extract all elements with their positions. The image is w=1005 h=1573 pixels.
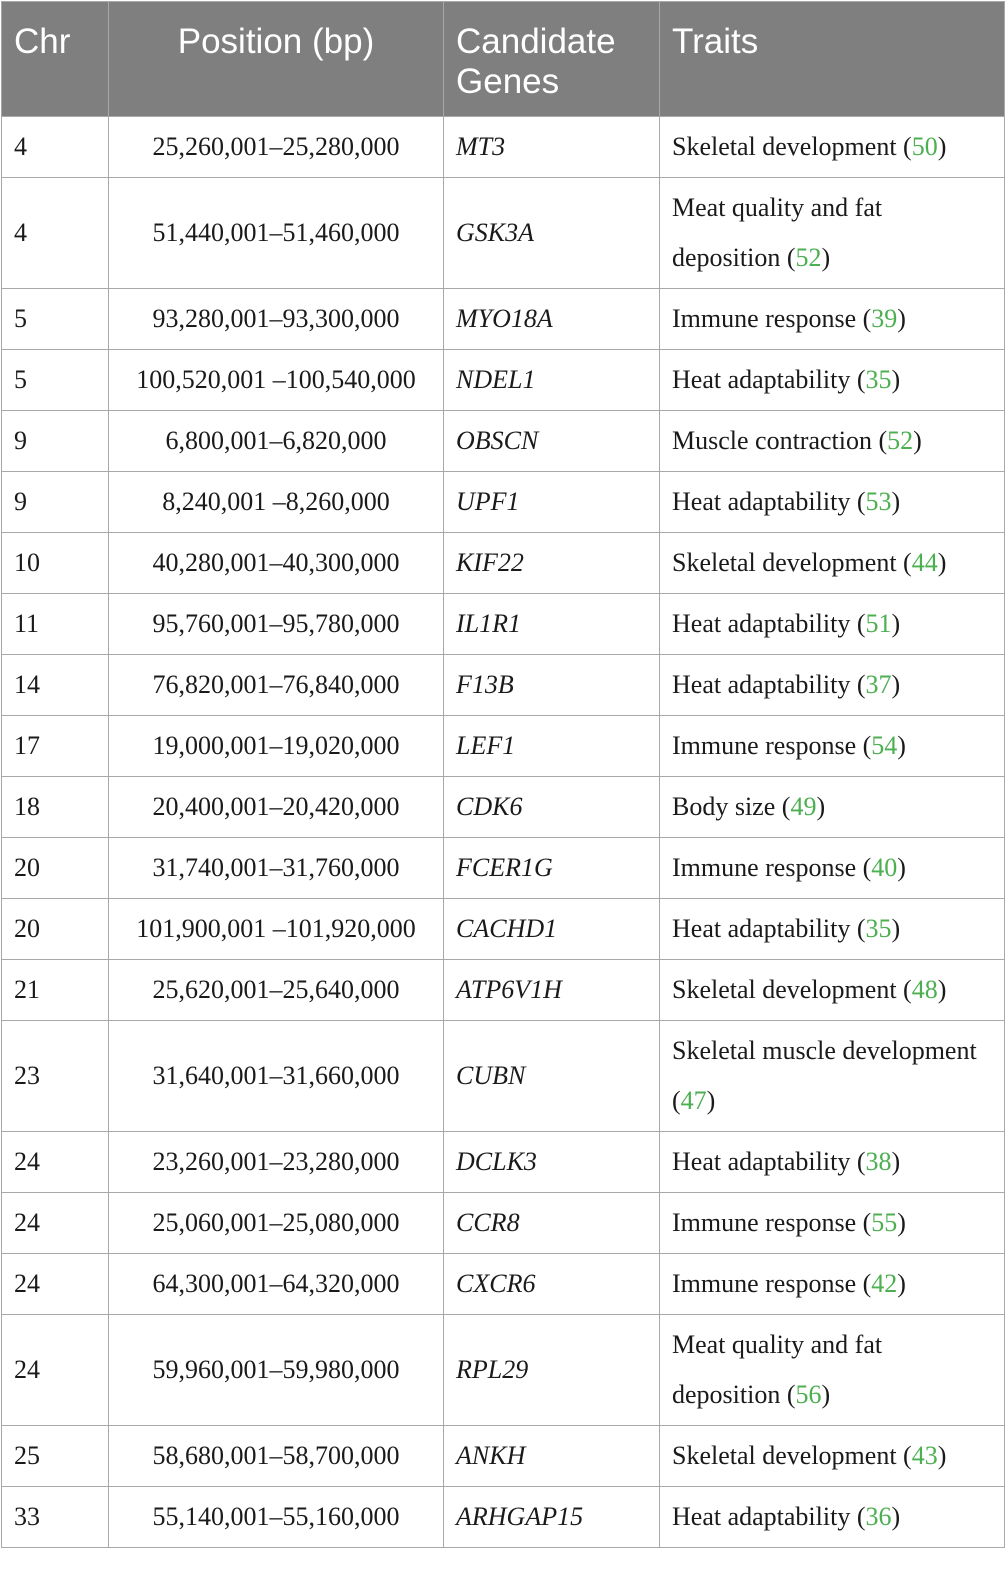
- reference-link[interactable]: 42: [871, 1269, 898, 1298]
- chr-cell: 33: [2, 1487, 109, 1548]
- gene-cell: OBSCN: [444, 411, 660, 472]
- position-cell: 25,260,001–25,280,000: [109, 117, 444, 178]
- reference-link[interactable]: 44: [911, 548, 938, 577]
- trait-text: Heat adaptability: [672, 1147, 851, 1176]
- table-row: [2, 838, 1005, 899]
- reference-link[interactable]: 40: [871, 853, 898, 882]
- table-row: [2, 1426, 1005, 1487]
- reference-link[interactable]: 56: [795, 1380, 822, 1409]
- gene-cell: F13B: [444, 655, 660, 716]
- reference-link[interactable]: 36: [865, 1502, 892, 1531]
- header-position: Position (bp): [109, 2, 444, 117]
- trait-text: Skeletal muscle development: [672, 1036, 977, 1065]
- gene-cell: KIF22: [444, 533, 660, 594]
- trait-text: Meat quality and fat deposition: [672, 1330, 883, 1409]
- position-cell: 55,140,001–55,160,000: [109, 1487, 444, 1548]
- gene-cell: CDK6: [444, 777, 660, 838]
- trait-text: Heat adaptability: [672, 487, 851, 516]
- position-cell: 76,820,001–76,840,000: [109, 655, 444, 716]
- chr-cell: 23: [2, 1021, 109, 1132]
- position-cell: 58,680,001–58,700,000: [109, 1426, 444, 1487]
- table-row: [2, 1254, 1005, 1315]
- position-cell: 51,440,001–51,460,000: [109, 178, 444, 289]
- gene-cell: CUBN: [444, 1021, 660, 1132]
- gene-cell: LEF1: [444, 716, 660, 777]
- trait-cell: Heat adaptability (53): [660, 472, 1005, 533]
- table-row: [2, 1193, 1005, 1254]
- table-row: [2, 1487, 1005, 1548]
- gene-cell: IL1R1: [444, 594, 660, 655]
- reference-link[interactable]: 47: [680, 1086, 707, 1115]
- trait-text: Skeletal development: [672, 1441, 897, 1470]
- reference-link[interactable]: 54: [871, 731, 898, 760]
- chr-cell: 9: [2, 411, 109, 472]
- trait-cell: Skeletal muscle development (47): [660, 1021, 1005, 1132]
- chr-cell: 5: [2, 350, 109, 411]
- gene-cell: ARHGAP15: [444, 1487, 660, 1548]
- table-row: [2, 350, 1005, 411]
- trait-cell: Body size (49): [660, 777, 1005, 838]
- table-row: [2, 533, 1005, 594]
- chr-cell: 5: [2, 289, 109, 350]
- trait-text: Meat quality and fat deposition: [672, 193, 883, 272]
- trait-text: Body size: [672, 792, 776, 821]
- table-row: [2, 411, 1005, 472]
- reference-link[interactable]: 49: [790, 792, 817, 821]
- trait-cell: Heat adaptability (51): [660, 594, 1005, 655]
- position-cell: 95,760,001–95,780,000: [109, 594, 444, 655]
- chr-cell: 25: [2, 1426, 109, 1487]
- reference-link[interactable]: 51: [865, 609, 892, 638]
- gene-cell: ANKH: [444, 1426, 660, 1487]
- gene-cell: MT3: [444, 117, 660, 178]
- chr-cell: 11: [2, 594, 109, 655]
- position-cell: 8,240,001 –8,260,000: [109, 472, 444, 533]
- position-cell: 100,520,001 –100,540,000: [109, 350, 444, 411]
- table-row: [2, 777, 1005, 838]
- gene-cell: ATP6V1H: [444, 960, 660, 1021]
- table-body: [2, 117, 1005, 1548]
- table-row: [2, 716, 1005, 777]
- table-row: [2, 594, 1005, 655]
- trait-text: Heat adaptability: [672, 914, 851, 943]
- position-cell: 19,000,001–19,020,000: [109, 716, 444, 777]
- reference-link[interactable]: 35: [865, 365, 892, 394]
- chr-cell: 20: [2, 838, 109, 899]
- chr-cell: 17: [2, 716, 109, 777]
- trait-cell: Immune response (54): [660, 716, 1005, 777]
- candidate-genes-table: [1, 1, 1005, 1548]
- gene-cell: FCER1G: [444, 838, 660, 899]
- gene-cell: RPL29: [444, 1315, 660, 1426]
- table-row: [2, 289, 1005, 350]
- table-row: [2, 472, 1005, 533]
- trait-cell: Muscle contraction (52): [660, 411, 1005, 472]
- trait-cell: Heat adaptability (35): [660, 899, 1005, 960]
- chr-cell: 14: [2, 655, 109, 716]
- gene-cell: DCLK3: [444, 1132, 660, 1193]
- chr-cell: 4: [2, 178, 109, 289]
- position-cell: 20,400,001–20,420,000: [109, 777, 444, 838]
- reference-link[interactable]: 37: [865, 670, 892, 699]
- chr-cell: 9: [2, 472, 109, 533]
- reference-link[interactable]: 53: [865, 487, 892, 516]
- position-cell: 25,060,001–25,080,000: [109, 1193, 444, 1254]
- table-row: [2, 1315, 1005, 1426]
- trait-text: Heat adaptability: [672, 670, 851, 699]
- gene-cell: CACHD1: [444, 899, 660, 960]
- header-traits: Traits: [660, 2, 1005, 117]
- trait-text: Immune response: [672, 1208, 857, 1237]
- chr-cell: 24: [2, 1193, 109, 1254]
- trait-cell: Meat quality and fat deposition (56): [660, 1315, 1005, 1426]
- chr-cell: 24: [2, 1132, 109, 1193]
- reference-link[interactable]: 39: [871, 304, 898, 333]
- trait-text: Skeletal development: [672, 132, 897, 161]
- trait-cell: Skeletal development (48): [660, 960, 1005, 1021]
- gene-cell: GSK3A: [444, 178, 660, 289]
- trait-text: Immune response: [672, 1269, 857, 1298]
- trait-text: Heat adaptability: [672, 609, 851, 638]
- trait-text: Muscle contraction: [672, 426, 872, 455]
- trait-cell: Heat adaptability (37): [660, 655, 1005, 716]
- trait-cell: Immune response (42): [660, 1254, 1005, 1315]
- trait-cell: Immune response (39): [660, 289, 1005, 350]
- header-candidate-genes: Candidate Genes: [444, 2, 660, 117]
- table-header-row: [2, 2, 1005, 117]
- trait-cell: Skeletal development (43): [660, 1426, 1005, 1487]
- position-cell: 59,960,001–59,980,000: [109, 1315, 444, 1426]
- position-cell: 31,740,001–31,760,000: [109, 838, 444, 899]
- trait-cell: Heat adaptability (36): [660, 1487, 1005, 1548]
- chr-cell: 24: [2, 1254, 109, 1315]
- position-cell: 31,640,001–31,660,000: [109, 1021, 444, 1132]
- gene-cell: MYO18A: [444, 289, 660, 350]
- gene-cell: CXCR6: [444, 1254, 660, 1315]
- table-row: [2, 899, 1005, 960]
- chr-cell: 21: [2, 960, 109, 1021]
- position-cell: 40,280,001–40,300,000: [109, 533, 444, 594]
- position-cell: 64,300,001–64,320,000: [109, 1254, 444, 1315]
- reference-link[interactable]: 52: [887, 426, 914, 455]
- table-row: [2, 1132, 1005, 1193]
- chr-cell: 4: [2, 117, 109, 178]
- trait-cell: Immune response (40): [660, 838, 1005, 899]
- position-cell: 6,800,001–6,820,000: [109, 411, 444, 472]
- chr-cell: 20: [2, 899, 109, 960]
- trait-text: Immune response: [672, 853, 857, 882]
- table-row: [2, 960, 1005, 1021]
- reference-link[interactable]: 52: [795, 243, 822, 272]
- gene-cell: CCR8: [444, 1193, 660, 1254]
- trait-text: Immune response: [672, 304, 857, 333]
- table-row: [2, 1021, 1005, 1132]
- chr-cell: 18: [2, 777, 109, 838]
- position-cell: 101,900,001 –101,920,000: [109, 899, 444, 960]
- chr-cell: 10: [2, 533, 109, 594]
- reference-link[interactable]: 43: [911, 1441, 938, 1470]
- position-cell: 25,620,001–25,640,000: [109, 960, 444, 1021]
- trait-text: Skeletal development: [672, 975, 897, 1004]
- trait-cell: Immune response (55): [660, 1193, 1005, 1254]
- reference-link[interactable]: 48: [911, 975, 938, 1004]
- trait-cell: Skeletal development (50): [660, 117, 1005, 178]
- gene-cell: UPF1: [444, 472, 660, 533]
- position-cell: 23,260,001–23,280,000: [109, 1132, 444, 1193]
- trait-text: Skeletal development: [672, 548, 897, 577]
- reference-link[interactable]: 55: [871, 1208, 898, 1237]
- reference-link[interactable]: 50: [911, 132, 938, 161]
- trait-cell: Skeletal development (44): [660, 533, 1005, 594]
- header-chr: Chr: [2, 2, 109, 117]
- trait-text: Heat adaptability: [672, 1502, 851, 1531]
- trait-text: Heat adaptability: [672, 365, 851, 394]
- trait-cell: Meat quality and fat deposition (52): [660, 178, 1005, 289]
- table-row: [2, 655, 1005, 716]
- trait-cell: Heat adaptability (35): [660, 350, 1005, 411]
- chr-cell: 24: [2, 1315, 109, 1426]
- reference-link[interactable]: 38: [865, 1147, 892, 1176]
- table-row: [2, 117, 1005, 178]
- table-row: [2, 178, 1005, 289]
- trait-text: Immune response: [672, 731, 857, 760]
- gene-cell: NDEL1: [444, 350, 660, 411]
- position-cell: 93,280,001–93,300,000: [109, 289, 444, 350]
- trait-cell: Heat adaptability (38): [660, 1132, 1005, 1193]
- reference-link[interactable]: 35: [865, 914, 892, 943]
